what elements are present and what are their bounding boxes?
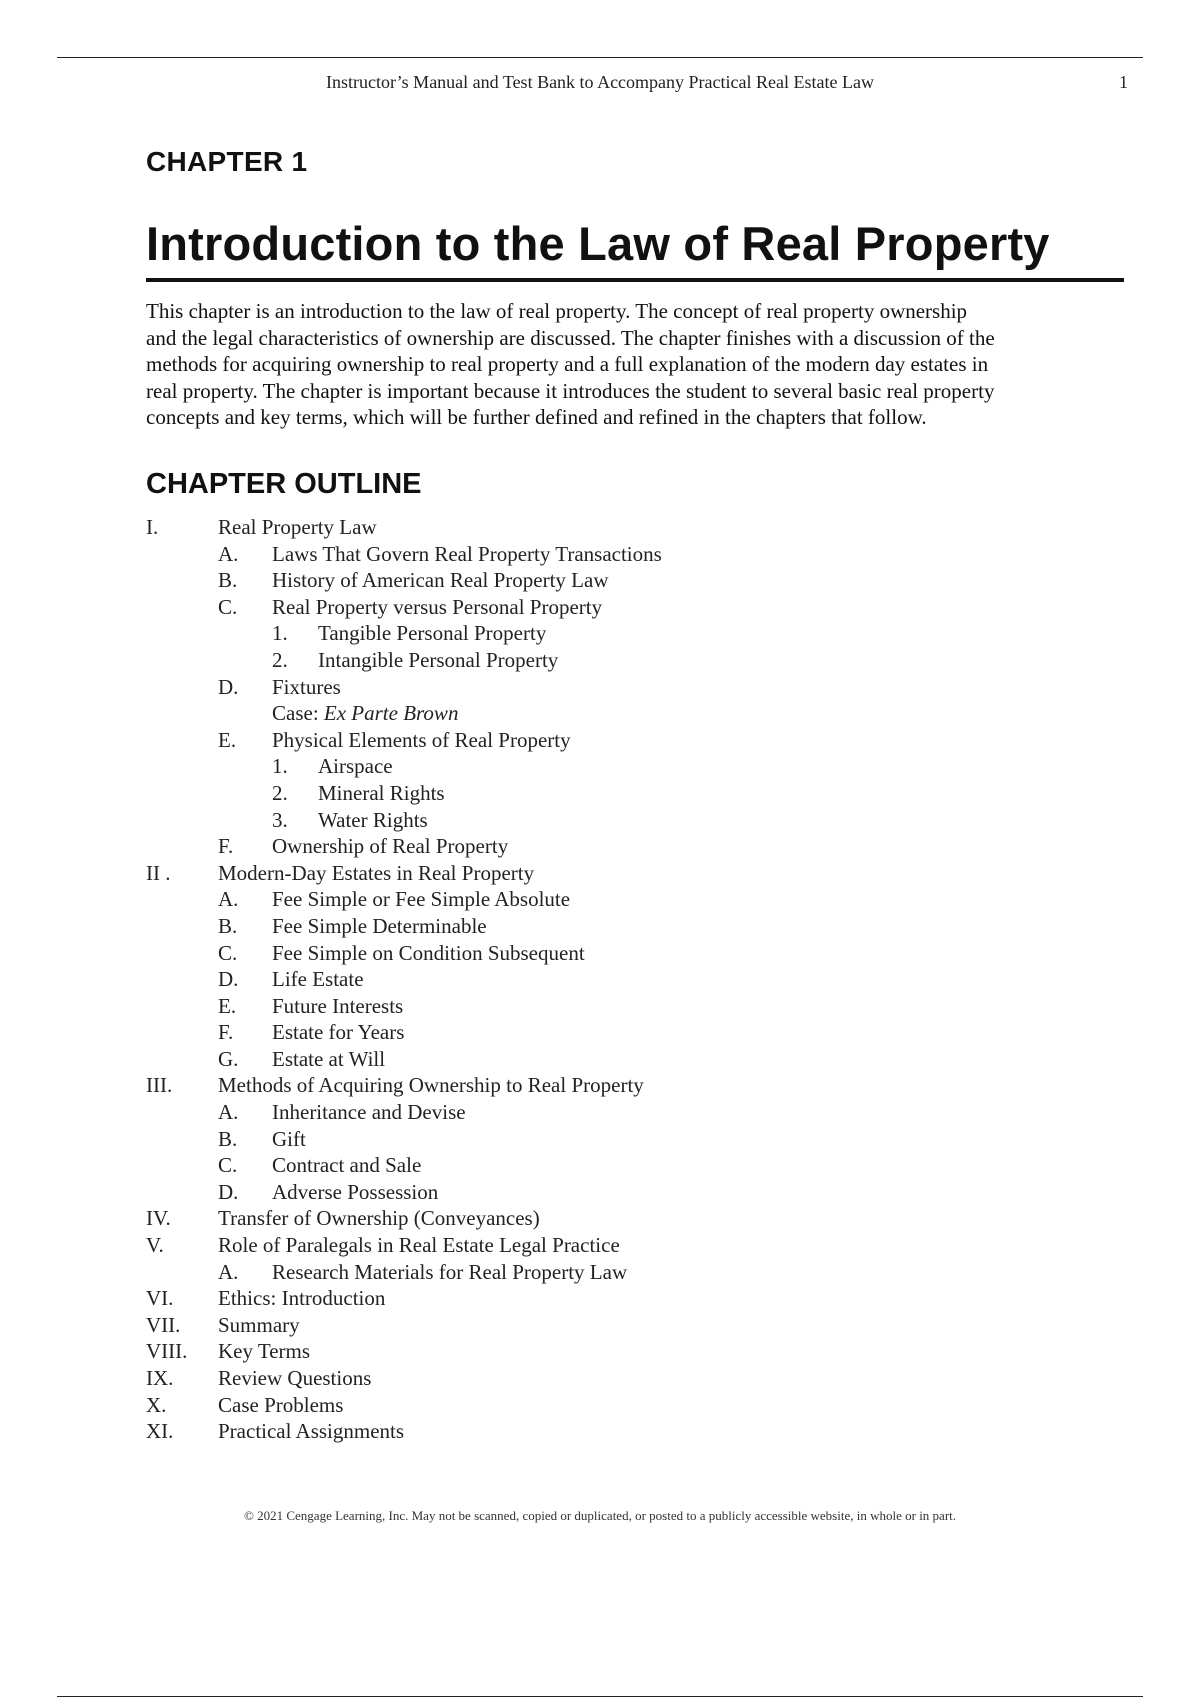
outline-item — [0, 1205, 1200, 1232]
footer-rule — [57, 1696, 1143, 1697]
outline-item — [0, 1338, 1200, 1365]
outline-case-citation — [0, 700, 1200, 727]
outline-item — [0, 1392, 1200, 1419]
outline-item-number: III. — [146, 1073, 173, 1098]
intro-line: and the legal characteristics of ownership are discussed. The chapter finishes with a discussion of the — [146, 325, 995, 350]
outline-item-number: E. — [218, 727, 237, 752]
outline-item — [0, 1099, 1200, 1126]
outline-item-number: D. — [218, 1179, 239, 1204]
outline-item — [0, 833, 1200, 860]
outline-item-number: D. — [218, 674, 239, 699]
header-rule — [57, 57, 1143, 58]
outline-item-text: Real Property Law — [218, 515, 377, 539]
outline-item-number: 1. — [272, 754, 288, 779]
outline-item-number: A. — [218, 887, 239, 912]
outline-item-text: Methods of Acquiring Ownership to Real Property — [218, 1073, 644, 1098]
outline-item-number: VII. — [146, 1312, 181, 1337]
outline-item-number: A. — [218, 1100, 239, 1125]
outline-item — [0, 1232, 1200, 1259]
outline-item-number: D. — [218, 967, 239, 992]
outline-item-number: 2. — [272, 780, 288, 805]
outline-item-text: Future Interests — [272, 993, 404, 1018]
outline-item — [0, 674, 1200, 701]
outline-item — [0, 514, 1200, 541]
outline-item-number: C. — [218, 1153, 238, 1178]
outline-item — [0, 753, 1200, 780]
case-prefix: Case: — [272, 701, 324, 726]
outline-item-text: Contract and Sale — [272, 1153, 422, 1178]
outline-item-text: Adverse Possession — [272, 1179, 439, 1204]
outline-item — [0, 727, 1200, 754]
outline-item-text: Fixtures — [272, 674, 341, 699]
outline-item — [0, 1179, 1200, 1206]
outline-item — [0, 647, 1200, 674]
outline-item-number: 1. — [272, 621, 288, 646]
outline-item-text: Practical Assignments — [218, 1419, 405, 1444]
outline-item-number: I. — [146, 515, 159, 539]
outline-item — [0, 1365, 1200, 1392]
chapter-outline — [0, 514, 1200, 1445]
outline-item-text: Fee Simple Determinable — [272, 913, 487, 938]
outline-item-number: E. — [218, 993, 237, 1018]
outline-item-number: G. — [218, 1046, 239, 1071]
title-underline — [146, 278, 1124, 282]
outline-item — [0, 1285, 1200, 1312]
outline-item — [0, 966, 1200, 993]
outline-item — [0, 1072, 1200, 1099]
outline-item — [0, 594, 1200, 621]
outline-heading: CHAPTER OUTLINE — [146, 468, 422, 500]
outline-item-text: Gift — [272, 1126, 306, 1151]
outline-item-text: Life Estate — [272, 967, 364, 992]
outline-item-text: Water Rights — [318, 807, 428, 832]
intro-line: real property. The chapter is important because it introduces the student to several basic real property — [146, 378, 995, 403]
outline-item-text: Airspace — [318, 754, 393, 779]
outline-item-text: Role of Paralegals in Real Estate Legal Practice — [218, 1233, 620, 1258]
outline-item — [0, 1152, 1200, 1179]
outline-item-text: Physical Elements of Real Property — [272, 727, 571, 752]
outline-item-number: IV. — [146, 1206, 171, 1231]
outline-item-number: C. — [218, 940, 238, 965]
outline-item-text: Transfer of Ownership (Conveyances) — [218, 1206, 540, 1231]
outline-item — [0, 860, 1200, 887]
outline-item — [0, 940, 1200, 967]
outline-item — [0, 1126, 1200, 1153]
outline-item-text: Tangible Personal Property — [318, 621, 547, 646]
case-name: Ex Parte Brown — [323, 701, 459, 726]
page-number: 1 — [1119, 72, 1128, 92]
outline-item-number: A. — [218, 541, 239, 566]
outline-item-text: Estate at Will — [272, 1046, 386, 1071]
outline-item-number: B. — [218, 913, 238, 938]
outline-item-text: History of American Real Property Law — [272, 568, 609, 593]
outline-item — [0, 1019, 1200, 1046]
outline-item-number: II . — [146, 860, 171, 885]
chapter-intro — [146, 298, 1106, 431]
outline-item-number: VI. — [146, 1286, 174, 1311]
outline-item-number: 2. — [272, 647, 288, 672]
outline-item — [0, 1046, 1200, 1073]
outline-item-number: IX. — [146, 1366, 174, 1390]
outline-item-number: C. — [218, 594, 238, 619]
outline-item-text: Ownership of Real Property — [272, 834, 509, 859]
outline-item-text: Modern-Day Estates in Real Property — [218, 860, 535, 885]
outline-item-number: V. — [146, 1233, 164, 1258]
outline-item-number: F. — [218, 834, 234, 859]
outline-item-text: Intangible Personal Property — [318, 647, 559, 672]
outline-item-number: XI. — [146, 1419, 174, 1444]
intro-line: methods for acquiring ownership to real property and a full explanation of the modern day estates in — [146, 352, 989, 376]
outline-item — [0, 1312, 1200, 1339]
outline-item-text: Estate for Years — [272, 1020, 405, 1045]
outline-item-text: Mineral Rights — [318, 780, 445, 805]
outline-item-number: X. — [146, 1392, 167, 1417]
outline-item-text: Fee Simple on Condition Subsequent — [272, 940, 585, 965]
outline-item-number: F. — [218, 1020, 234, 1045]
outline-item-number: B. — [218, 568, 238, 593]
outline-item — [0, 1418, 1200, 1445]
outline-item — [0, 886, 1200, 913]
outline-item — [0, 913, 1200, 940]
outline-item — [0, 541, 1200, 568]
outline-item-text: Review Questions — [218, 1366, 372, 1390]
running-title: Instructor’s Manual and Test Bank to Accompany Practical Real Estate Law — [326, 72, 874, 92]
outline-item-number: VIII. — [146, 1339, 188, 1364]
running-header — [57, 72, 1143, 98]
outline-item — [0, 620, 1200, 647]
outline-item — [0, 780, 1200, 807]
chapter-label: CHAPTER 1 — [146, 146, 308, 177]
outline-item — [0, 567, 1200, 594]
outline-item — [0, 1259, 1200, 1286]
outline-item-text: Research Materials for Real Property Law — [272, 1259, 628, 1284]
case-citation — [272, 700, 458, 727]
intro-line: concepts and key terms, which will be further defined and refined in the chapters that follow. — [146, 405, 927, 429]
outline-item-text: Summary — [218, 1312, 300, 1337]
outline-item-text: Ethics: Introduction — [218, 1286, 386, 1311]
outline-item-text: Case Problems — [218, 1392, 344, 1417]
outline-item-text: Real Property versus Personal Property — [272, 594, 603, 619]
outline-item-text: Laws That Govern Real Property Transactions — [272, 541, 662, 566]
outline-item-number: 3. — [272, 807, 288, 832]
outline-item-number: A. — [218, 1259, 239, 1284]
outline-item-text: Inheritance and Devise — [272, 1100, 466, 1125]
outline-item — [0, 807, 1200, 834]
intro-line: This chapter is an introduction to the law of real property. The concept of real property ownership — [146, 299, 968, 323]
outline-item-number: B. — [218, 1126, 238, 1151]
outline-item-text: Key Terms — [218, 1339, 311, 1364]
outline-item — [0, 993, 1200, 1020]
copyright-footer: © 2021 Cengage Learning, Inc. May not be scanned, copied or duplicated, or posted to a publicly accessible website, in whole or in part. — [243, 1508, 957, 1523]
chapter-title: Introduction to the Law of Real Property — [146, 217, 1050, 270]
outline-item-text: Fee Simple or Fee Simple Absolute — [272, 887, 571, 912]
